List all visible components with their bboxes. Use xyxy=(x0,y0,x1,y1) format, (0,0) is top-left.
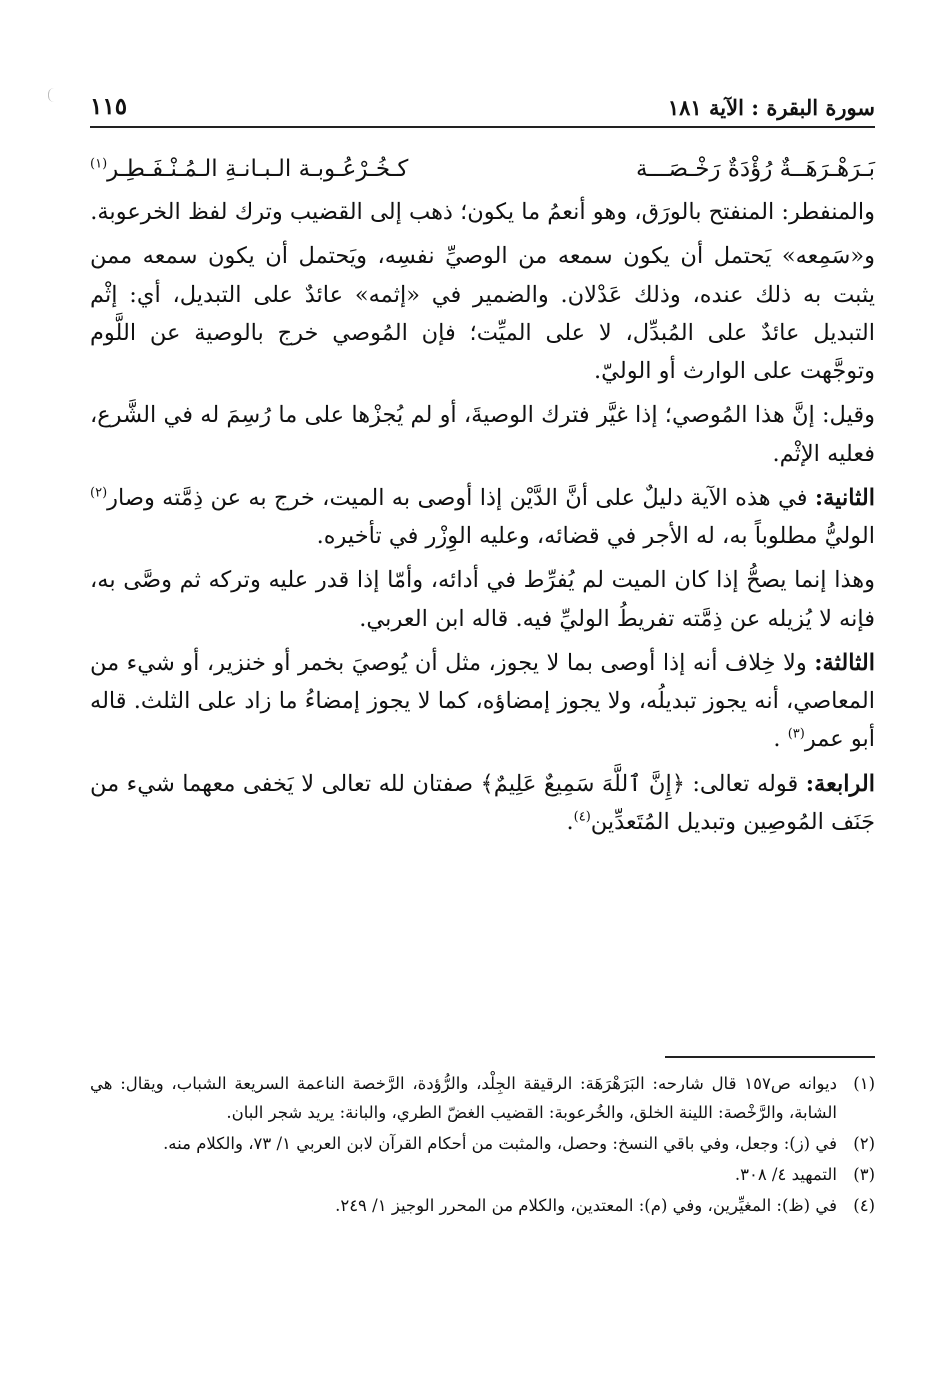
paragraph-third-issue: الثالثة: ولا خِلاف أنه إذا أوصى بما لا يجوز، مثل أن يُوصيَ بخمر أو خنزير، أو شيء من المعاصي، أنه يجوز تبديلُه، ولا يجوز إمضاؤه، كما لا يجوز إمضاءُ ما زاد على الثلث. قاله أبو عمر$^{(٣)}$ . xyxy=(90,649,875,753)
footnote-ref[interactable]: (٣) xyxy=(787,726,805,742)
paragraph: و«سَمِعه» يَحتمل أن يكون سمعه من الوصيِّ نفسِه، ويَحتمل أن يكون سمعه ممن يثبت به ذلك عنده، وذلك عَدْلان. والضمير في «إثمه» عائدٌ على التبديل، أي: إثْم التبديل عائدٌ على المُبدِّل، لا على الميِّت؛ فإن المُوصي خرج بالوصية عن اللَّوم وتوجَّهت على الوارث أو الوليّ. xyxy=(90,243,875,385)
footnote xyxy=(90,1161,875,1190)
footnote-ref[interactable]: (٤) xyxy=(573,809,591,825)
footnote-number: (٤) xyxy=(853,1195,875,1215)
page-number: ١١٥ xyxy=(90,93,128,120)
footnote xyxy=(90,1130,875,1159)
footnote-text: ديوانه ص١٥٧ قال شارحه: البَرَهْرَهَة: الرقيقة الجِلْد، والرُّؤدة، الرَّخصة الناعمة السريعة الشباب، ويقال: هي الشابة، والرَّخْصة: اللينة الخلق، والخُرعوبة: القضيب الغضّ الطري، والبانة: يريد شجر البان. xyxy=(90,1074,837,1122)
scan-mark xyxy=(48,88,55,102)
footnote-divider xyxy=(665,1056,875,1058)
running-title: سورة البقرة : الآية ١٨١ xyxy=(667,95,875,120)
paragraph-fourth-issue: الرابعة: قوله تعالى: ﴿إِنَّ ٱللَّهَ سَمِيعٌ عَلِيمٌ﴾ صفتان لله تعالى لا يَخفى معهما شيء من جَنَف المُوصِين وتبديل المُتَعدِّين$^{(٤)}$. xyxy=(90,770,875,835)
paragraph-heading: الثالثة: xyxy=(814,649,875,676)
verse-first-hemistich: بَـرَهْـرَهَــةٌ رُؤْدَةٌ رَخْـصَـــة xyxy=(635,156,875,182)
paragraph-second-issue: الثانية: في هذه الآية دليلٌ على أنَّ الدَّيْن إذا أوصى به الميت، خرج به عن ذِمَّته وصار$^{(٢)}$ الوليُّ مطلوباً به، له الأجر في قضائه، وعليه الوِزْر في تأخيره. xyxy=(90,484,875,550)
footnotes xyxy=(90,1070,875,1222)
footnote-ref[interactable]: (٢) xyxy=(90,485,108,501)
paragraph-heading: الثانية: xyxy=(814,484,875,511)
footnote-number: (١) xyxy=(853,1074,875,1093)
footnote-text: التمهيد ٤/ ٣٠٨. xyxy=(734,1164,837,1184)
poetry-verse xyxy=(90,150,875,189)
paragraph: والمنفطر: المنفتح بالورَق، وهو أنعمُ ما يكون؛ ذهب إلى القضيب وترك لفظ الخرعوبة. xyxy=(90,199,875,226)
main-text xyxy=(90,150,875,847)
footnote-ref[interactable]: (١) xyxy=(90,156,108,172)
footnote-text: في (ز): وجعل، وفي باقي النسخ: وحصل، والمثبت من أحكام القرآن لابن العربي ١/ ٧٣، والكلام منه. xyxy=(163,1133,837,1153)
verse-second-hemistich: كـخُـرْعُـوبـة الـبـانـةِ الـمُـنْـفَـطِـر$^{(١)}$ xyxy=(90,156,409,182)
footnote xyxy=(90,1070,875,1128)
footnote-number: (٣) xyxy=(853,1164,875,1184)
paragraph: وهذا إنما يصحُّ إذا كان الميت لم يُفرِّط في أدائه، وأمّا إذا قدر عليه وتركه ثم وصَّى به، فإنه لا يُزيله عن ذِمَّته تفريطُ الوليِّ فيه. قاله ابن العربي. xyxy=(90,567,875,632)
running-header xyxy=(90,80,875,128)
footnote-text: في (ظ): المغيِّرين، وفي (م): المعتدين، والكلام من المحرر الوجيز ١/ ٢٤٩. xyxy=(335,1195,837,1215)
footnote-number: (٢) xyxy=(853,1133,875,1153)
footnote xyxy=(90,1192,875,1221)
paragraph: وقيل: إنَّ هذا المُوصي؛ إذا غيَّر فترك الوصيةَ، أو لم يُجزْها على ما رُسِمَ له في الشَّرع، فعليه الإثْم. xyxy=(90,402,875,467)
paragraph-heading: الرابعة: xyxy=(805,770,875,797)
